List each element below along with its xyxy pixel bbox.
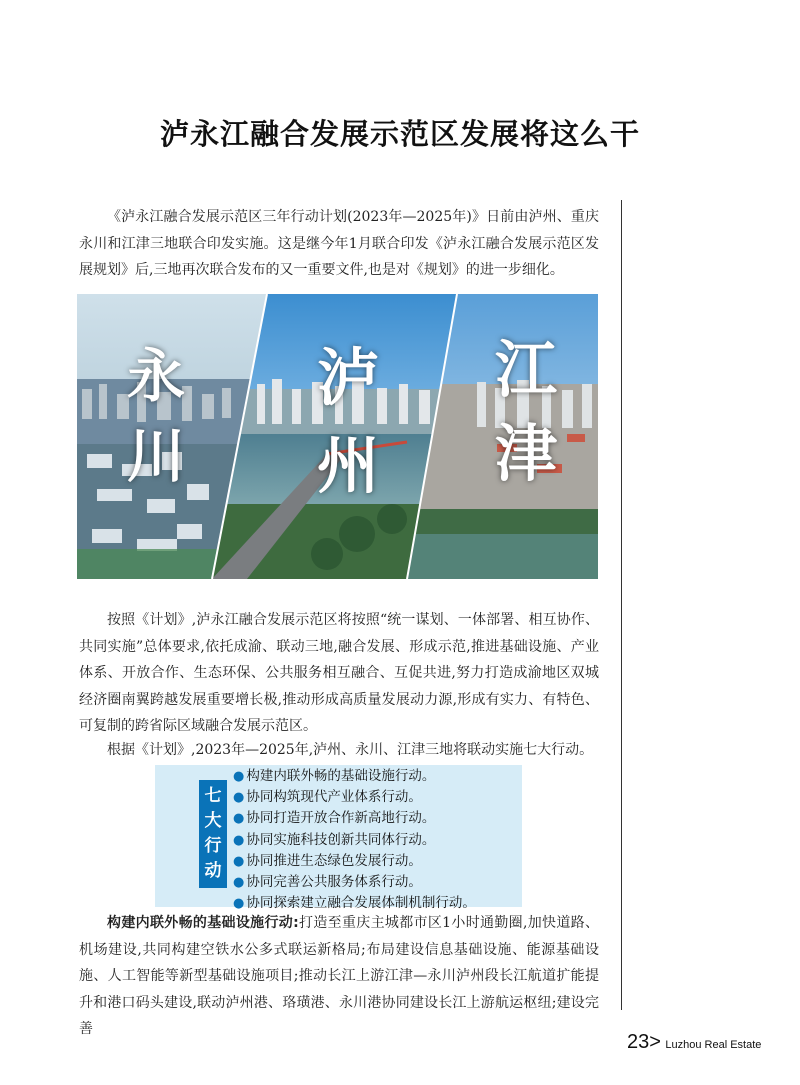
bullet-icon: ●: [233, 790, 245, 806]
body-paragraph-seven-actions: 根据《计划》,2023年—2025年,泸州、永川、江津三地将联动实施七大行动。: [107, 742, 594, 758]
bullet-icon: ●: [233, 875, 245, 891]
tag-char: 大: [204, 811, 222, 831]
action-text: 协同实施科技创新共同体行动。: [246, 831, 436, 848]
bullet-icon: ●: [233, 853, 245, 869]
page-number: 23>: [627, 1031, 661, 1053]
hero-char: 州: [317, 429, 380, 502]
hero-char: 永: [127, 342, 186, 410]
tag-char: 动: [204, 861, 222, 881]
bullet-icon: ●: [233, 896, 245, 912]
list-item: [233, 808, 476, 829]
hero-char: 川: [127, 422, 186, 490]
action-text: 协同完善公共服务体系行动。: [246, 874, 422, 891]
hero-label-jiangjin: [495, 328, 557, 496]
hero-char: 泸: [317, 341, 380, 414]
body-paragraph-plan: 按照《计划》,泸永江融合发展示范区将按照“统一谋划、一体部署、相互协作、共同实施”总体要求,依托成渝、联动三地,融合发展、形成示范,推进基础设施、产业体系、开放合作、生态环保、公共服务相互融合、互促共进,努力打造成渝地区双城经济圈南翼跨越发展重要增长极,推动形成高质量发展动力源,形成有实力、有特色、可复制的跨省际区域融合发展示范区。: [79, 612, 599, 734]
intro-paragraph: 《泸永江融合发展示范区三年行动计划(2023年—2025年)》日前由泸州、重庆永川和江津三地联合印发实施。这是继今年1月联合印发《泸永江融合发展示范区发展规划》后,三地再次联合发布的又一重要文件,也是对《规划》的进一步细化。: [79, 209, 599, 278]
hero-label-yongchuan: [127, 336, 185, 496]
list-item: [233, 830, 476, 851]
bullet-icon: ●: [233, 769, 245, 784]
action-text: 协同构筑现代产业体系行动。: [246, 789, 422, 806]
action-text: 协同打造开放合作新高地行动。: [246, 810, 436, 827]
list-item: [233, 851, 476, 872]
section-infrastructure: [79, 910, 599, 1043]
hero-char: 江: [495, 333, 558, 406]
section-text: 打造至重庆主城都市区1小时通勤圈,加快道路、机场建设,共同构建空铁水公多式联运新格局;布局建设信息基础设施、能源基础设施、人工智能等新型基础设施项目;推动长江上游江津—永川泸州段长江航道扩能提升和港口码头建设,联动泸州港、珞璜港、永川港协同建设长江上游航运枢纽;建设完善: [79, 915, 599, 1037]
page-footer: [627, 1031, 761, 1054]
hero-label-luzhou: [317, 334, 379, 510]
tag-char: 七: [204, 786, 222, 806]
list-item: [233, 787, 476, 808]
seven-actions-tag: [199, 780, 227, 888]
seven-actions-list: [233, 766, 476, 914]
action-text: 协同推进生态绿色发展行动。: [246, 852, 422, 869]
action-text: 构建内联外畅的基础设施行动。: [246, 768, 436, 784]
list-item: [233, 766, 476, 787]
column-rule: [621, 200, 622, 1010]
magazine-name: Luzhou Real Estate: [665, 1039, 762, 1051]
bullet-icon: ●: [233, 832, 245, 848]
page-title: 泸永江融合发展示范区发展将这么干: [159, 117, 640, 151]
hero-photo-collage: [77, 294, 598, 579]
section-lead: 构建内联外畅的基础设施行动:: [107, 915, 299, 931]
tag-char: 行: [204, 836, 222, 856]
hero-char: 津: [495, 417, 558, 490]
list-item: [233, 872, 476, 893]
action-text: 协同探索建立融合发展体制机制行动。: [246, 895, 476, 912]
bullet-icon: ●: [233, 811, 245, 827]
